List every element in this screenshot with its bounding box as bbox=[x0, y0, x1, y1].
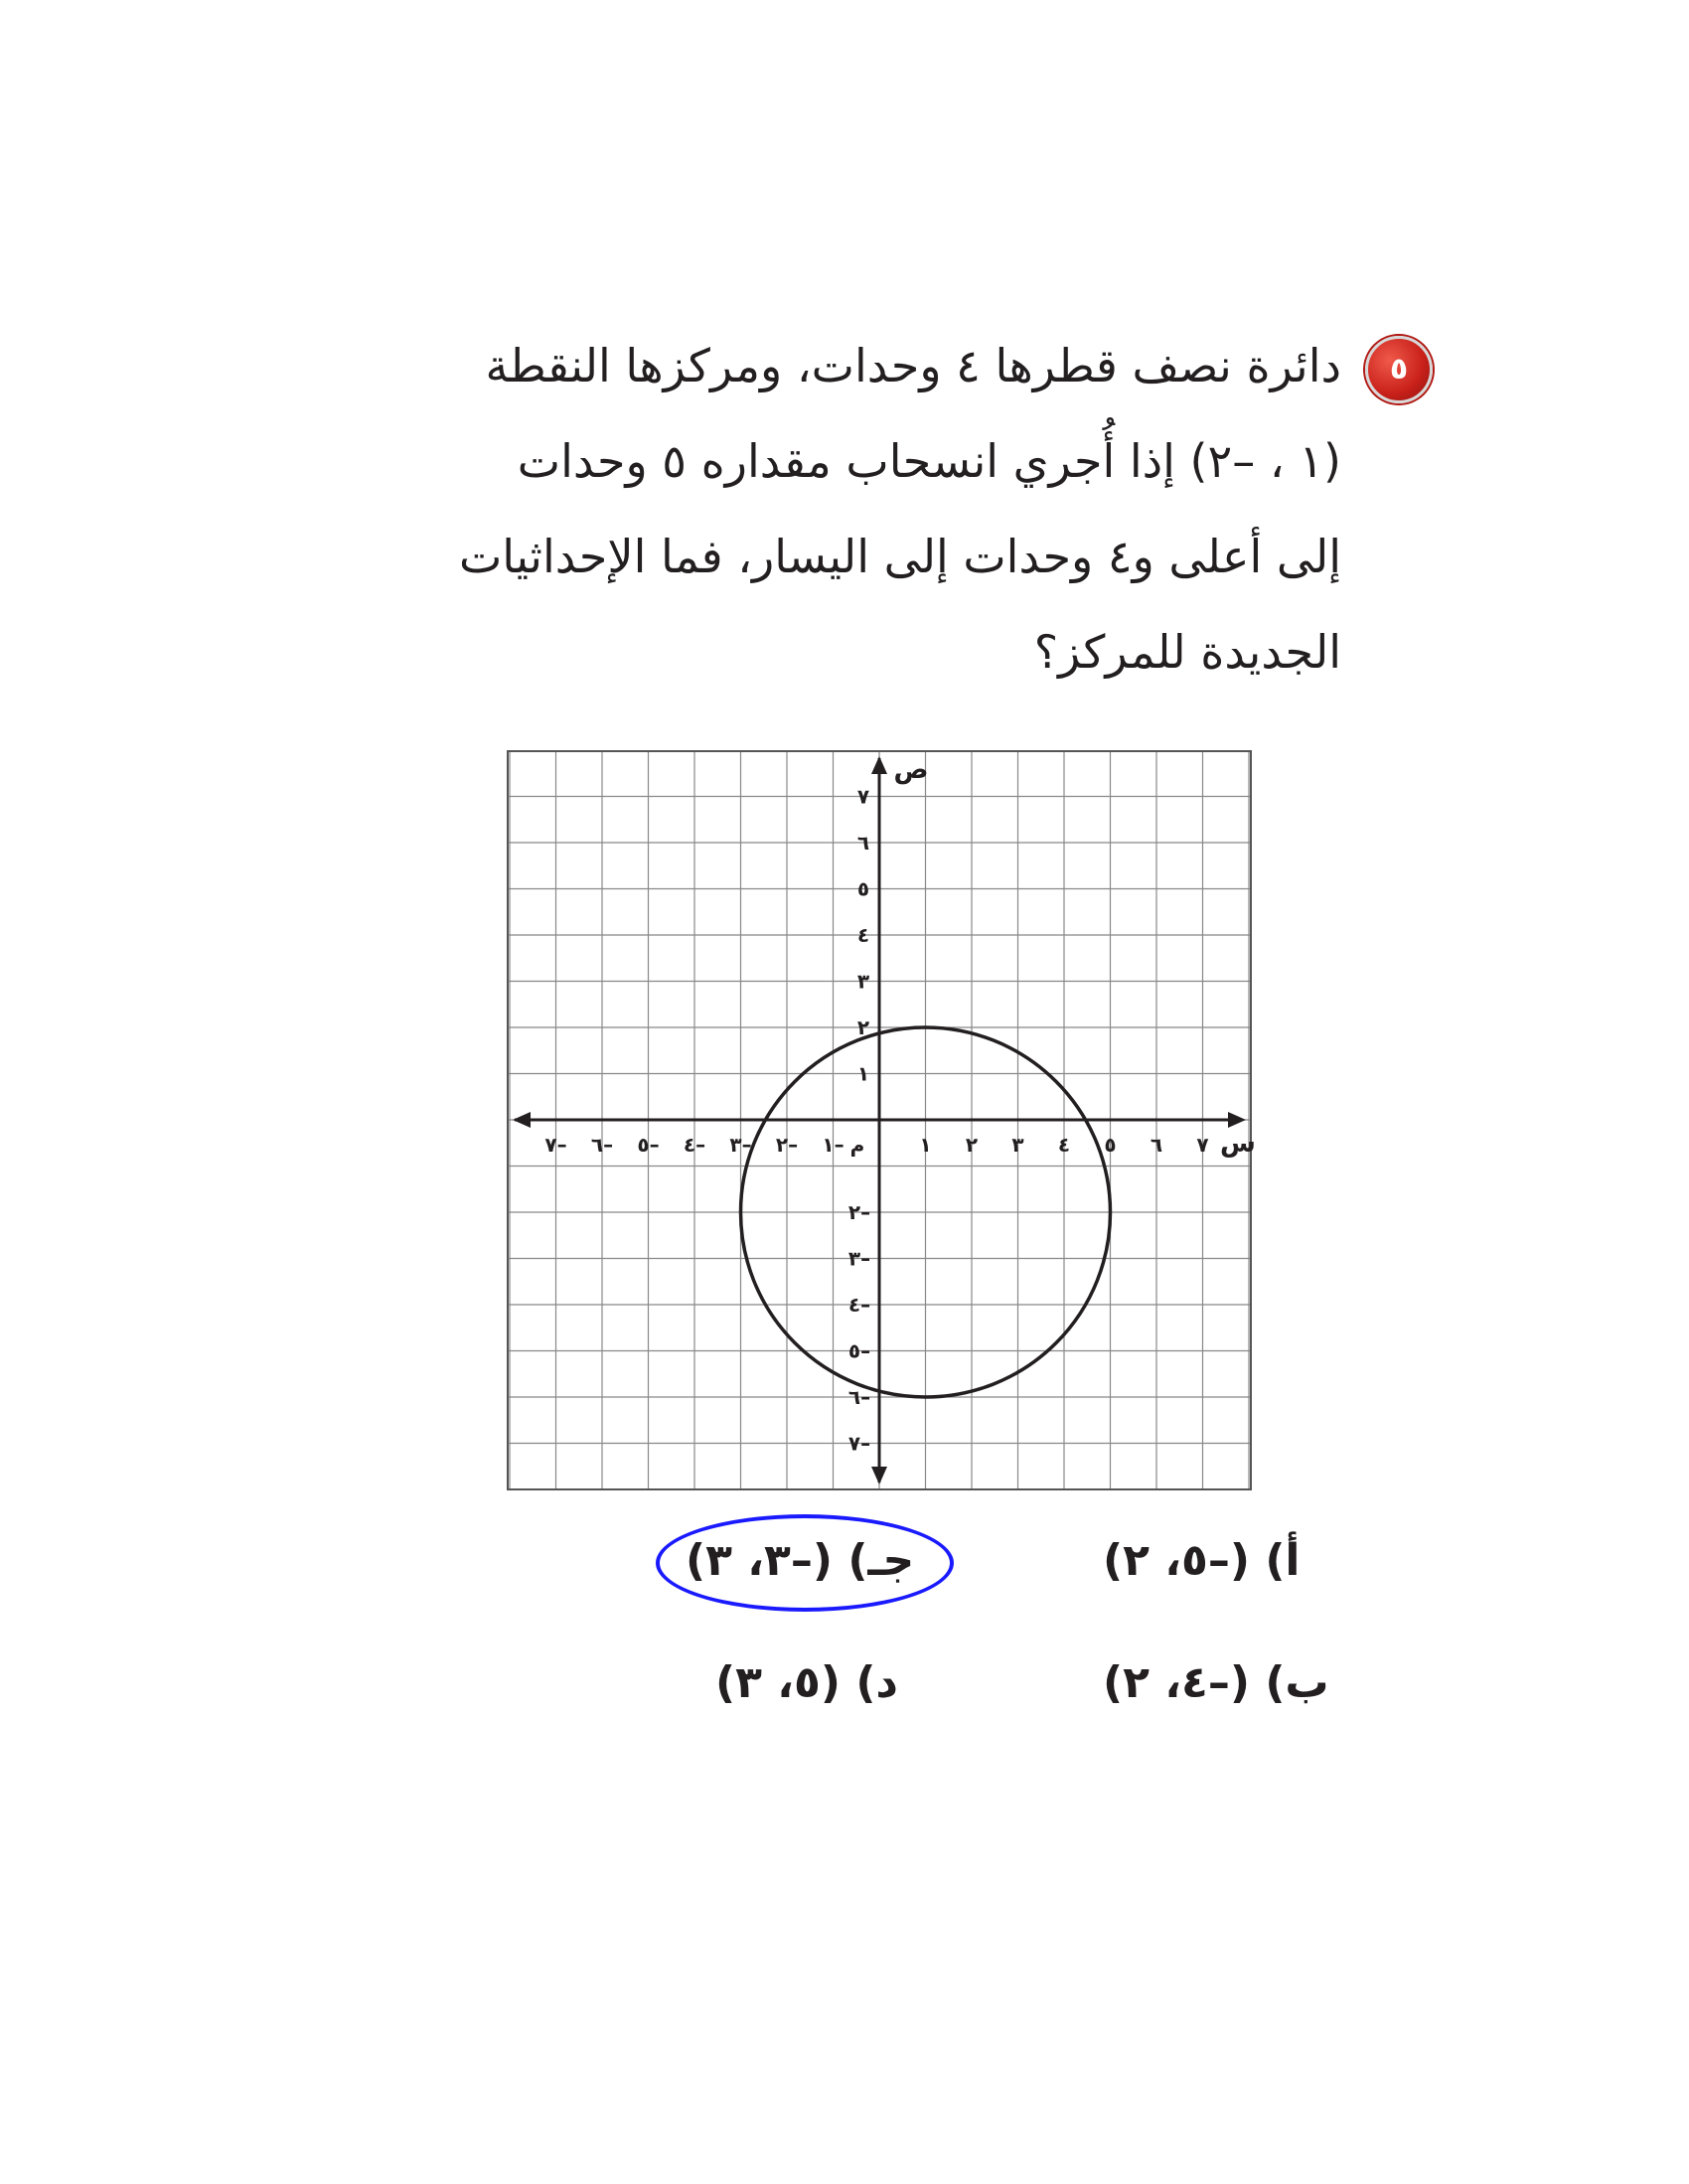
answer-a-value: (–٥، ٢) bbox=[1103, 1535, 1250, 1586]
answer-d-value: (٥، ٣) bbox=[715, 1657, 841, 1708]
x-tick-label: ٥– bbox=[637, 1133, 660, 1157]
y-tick-label: ٤ bbox=[856, 923, 870, 947]
answer-c-value: (–٣، ٣) bbox=[686, 1535, 833, 1586]
y-tick-label: ٢– bbox=[847, 1200, 871, 1224]
x-tick-label: ٣ bbox=[1011, 1133, 1024, 1157]
question-block bbox=[397, 318, 1409, 700]
answer-choice-b[interactable] bbox=[1103, 1657, 1329, 1708]
answer-choice-c[interactable] bbox=[686, 1535, 914, 1586]
y-tick-label: ٥ bbox=[856, 876, 870, 901]
y-tick-label: ٧ bbox=[856, 784, 870, 809]
x-axis-arrow-left bbox=[513, 1112, 531, 1128]
y-tick-label: ٣ bbox=[856, 969, 870, 994]
answer-b-letter: ب) bbox=[1265, 1657, 1329, 1708]
y-tick-label: ٦– bbox=[847, 1385, 871, 1409]
x-tick-label: ١– bbox=[822, 1133, 844, 1157]
y-tick-label: ٦ bbox=[856, 831, 870, 855]
question-number-badge: ٥ bbox=[1365, 336, 1433, 403]
x-tick-label: ٧– bbox=[544, 1133, 567, 1157]
question-line-1: دائرة نصف قطرها ٤ وحدات، ومركزها النقطة bbox=[485, 339, 1341, 392]
x-axis-arrow-right bbox=[1228, 1112, 1246, 1128]
x-tick-label: ٤ bbox=[1057, 1133, 1071, 1157]
y-axis-arrow-bottom bbox=[871, 1467, 887, 1484]
question-line-2: (١ ، –٢) إذا أُجري انسحاب مقداره ٥ وحدات bbox=[517, 434, 1341, 488]
x-tick-label: ٢ bbox=[965, 1133, 979, 1157]
answer-b-value: (–٤، ٢) bbox=[1103, 1657, 1250, 1708]
x-tick-label: ٦ bbox=[1150, 1133, 1163, 1157]
answer-choice-d[interactable] bbox=[715, 1657, 898, 1708]
answer-d-letter: د) bbox=[855, 1657, 899, 1708]
coordinate-plane bbox=[507, 750, 1256, 1490]
y-tick-label: ٢ bbox=[856, 1015, 870, 1039]
y-tick-label: ١ bbox=[856, 1061, 870, 1086]
y-tick-label: ٣– bbox=[847, 1246, 871, 1271]
coordinate-plane-svg bbox=[507, 750, 1256, 1490]
y-axis-label: ص bbox=[893, 755, 929, 785]
x-tick-label: ٣– bbox=[729, 1133, 752, 1157]
y-axis-arrow-top bbox=[871, 756, 887, 774]
answer-choice-a[interactable] bbox=[1103, 1535, 1301, 1586]
question-line-4: الجديدة للمركز؟ bbox=[1033, 625, 1341, 679]
x-tick-label: ٢– bbox=[775, 1133, 799, 1157]
x-tick-label: ٤– bbox=[683, 1133, 706, 1157]
origin-label: م bbox=[849, 1133, 865, 1157]
y-tick-label: ٥– bbox=[847, 1338, 871, 1363]
x-tick-label: ٧ bbox=[1196, 1133, 1209, 1157]
y-tick-label: ٤– bbox=[847, 1293, 871, 1317]
answer-c-letter: جـ) bbox=[847, 1535, 915, 1586]
x-tick-label: ٥ bbox=[1104, 1133, 1117, 1157]
x-axis-label: س bbox=[1220, 1129, 1256, 1159]
x-tick-label: ١ bbox=[919, 1133, 932, 1157]
question-line-3: إلى أعلى و٤ وحدات إلى اليسار، فما الإحداثيات bbox=[458, 530, 1341, 583]
x-tick-label: ٦– bbox=[590, 1133, 614, 1157]
answer-a-letter: أ) bbox=[1265, 1535, 1301, 1586]
y-tick-label: ٧– bbox=[847, 1431, 871, 1456]
